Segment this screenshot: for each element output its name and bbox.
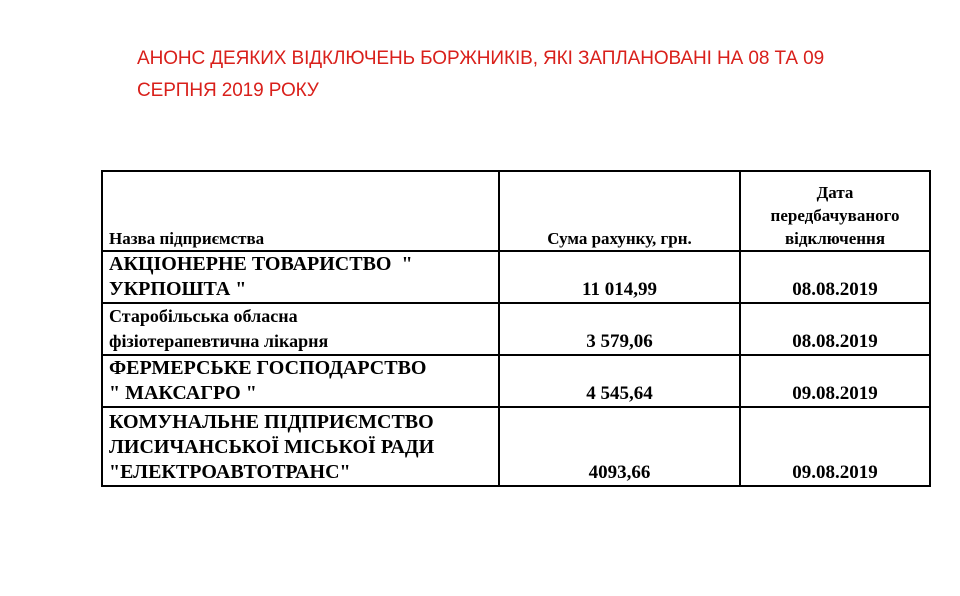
table-row bbox=[102, 355, 930, 407]
company-name-line1: КОМУНАЛЬНЕ ПІДПРИЄМСТВО bbox=[109, 411, 434, 433]
header-amount: Сума рахунку, грн. bbox=[499, 171, 740, 251]
company-name-line1: ФЕРМЕРСЬКЕ ГОСПОДАРСТВО bbox=[109, 357, 427, 379]
header-date-line2: передбачуваного bbox=[770, 206, 900, 225]
company-name-line2: ЛИСИЧАНСЬКОЇ МІСЬКОЇ РАДИ bbox=[109, 436, 435, 458]
company-name-cell bbox=[102, 355, 499, 407]
amount-cell: 4093,66 bbox=[499, 407, 740, 486]
announcement-title bbox=[137, 43, 917, 107]
company-name-line3: "ЕЛЕКТРОАВТОТРАНС" bbox=[109, 461, 351, 483]
table-row bbox=[102, 303, 930, 355]
company-name-line2: фізіотерапевтична лікарня bbox=[109, 331, 329, 351]
header-company-name: Назва підприємства bbox=[102, 171, 499, 251]
shutoff-date-cell: 08.08.2019 bbox=[740, 303, 930, 355]
table-row bbox=[102, 407, 930, 486]
company-name-line2: УКРПОШТА " bbox=[109, 278, 247, 300]
header-date-line3: відключення bbox=[784, 229, 886, 248]
company-name-line1: АКЦІОНЕРНЕ ТОВАРИСТВО " bbox=[109, 253, 413, 275]
amount-cell: 4 545,64 bbox=[499, 355, 740, 407]
announcement-title-line2: СЕРПНЯ 2019 РОКУ bbox=[137, 80, 319, 101]
shutoff-date-cell: 08.08.2019 bbox=[740, 251, 930, 303]
amount-cell: 11 014,99 bbox=[499, 251, 740, 303]
amount-cell: 3 579,06 bbox=[499, 303, 740, 355]
company-name-line2: " МАКСАГРО " bbox=[109, 382, 257, 404]
company-name-cell bbox=[102, 303, 499, 355]
company-name-cell bbox=[102, 407, 499, 486]
shutoff-date-cell: 09.08.2019 bbox=[740, 355, 930, 407]
debtors-table bbox=[101, 170, 931, 487]
table-row bbox=[102, 251, 930, 303]
table-header-row bbox=[102, 171, 930, 251]
company-name-line1: Старобільська обласна bbox=[109, 306, 298, 326]
header-date-line1: Дата bbox=[816, 183, 854, 202]
shutoff-date-cell: 09.08.2019 bbox=[740, 407, 930, 486]
announcement-title-line1: АНОНС ДЕЯКИХ ВІДКЛЮЧЕНЬ БОРЖНИКІВ, ЯКІ ЗАПЛАНОВАНІ НА 08 ТА 09 bbox=[137, 48, 825, 69]
header-shutoff-date bbox=[740, 171, 930, 251]
company-name-cell bbox=[102, 251, 499, 303]
